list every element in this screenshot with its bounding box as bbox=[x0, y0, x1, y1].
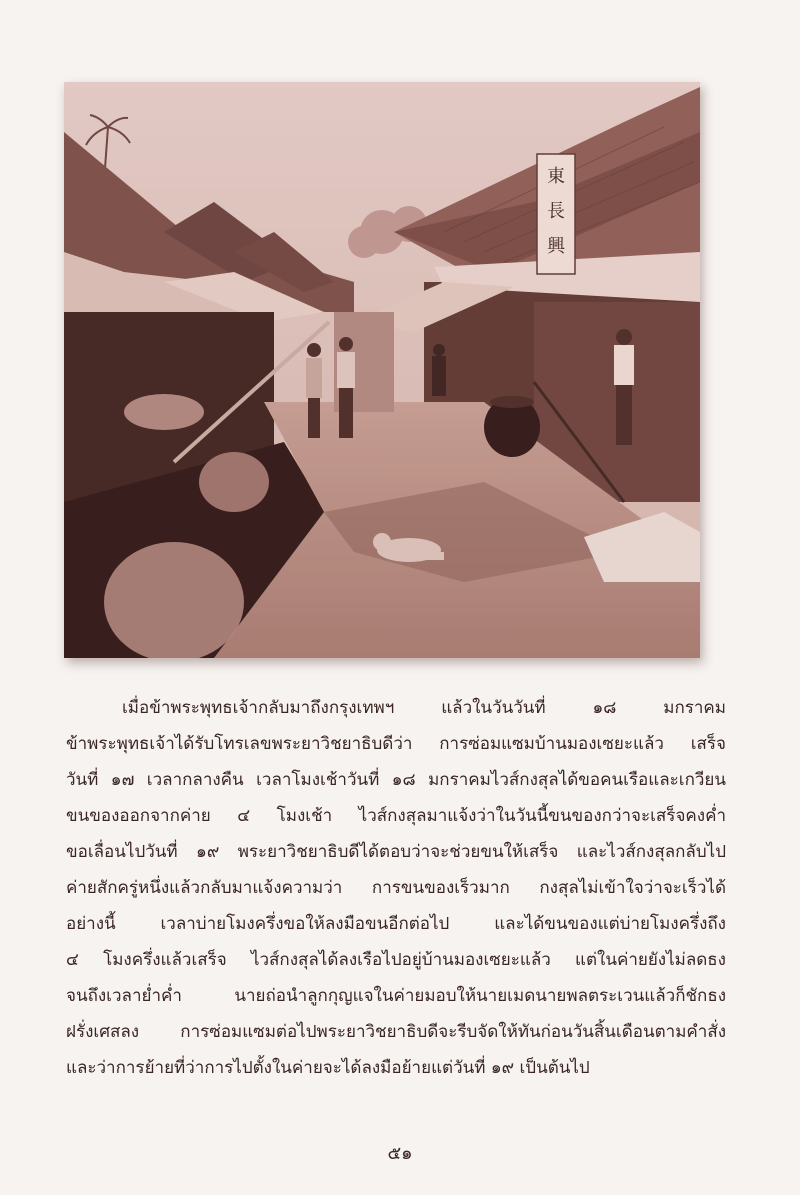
paragraph-line: ขนของออกจากค่าย ๔ โมงเช้า ไวส์กงสุลมาแจ้งว่าในวันนี้ขนของกว่าจะเสร็จคงค่ำ bbox=[66, 806, 726, 826]
paragraph-line: อย่างนี้ เวลาบ่ายโมงครึ่งขอให้ลงมือขนอีกต่อไป และได้ขนของแต่บ่ายโมงครึ่งถึง bbox=[66, 914, 726, 934]
paragraph-line: ฝรั่งเศสลง การซ่อมแซมต่อไปพระยาวิชยาธิบดีจะรีบจัดให้ทันก่อนวันสิ้นเดือนตามคำสั่ง bbox=[66, 1022, 726, 1042]
historic-photo bbox=[64, 82, 700, 658]
paragraph-line: ข้าพระพุทธเจ้าได้รับโทรเลขพระยาวิชยาธิบดีว่า การซ่อมแซมบ้านมองเซยะแล้ว เสร็จ bbox=[66, 734, 726, 754]
paragraph-line: วันที่ ๑๗ เวลากลางคืน เวลาโมงเช้าวันที่ ๑๘ มกราคมไวส์กงสุลได้ขอคนเรือและเกวียน bbox=[66, 770, 726, 790]
sign-char-1: 東 bbox=[547, 166, 565, 187]
sign-char-3: 興 bbox=[547, 236, 565, 257]
paragraph-line: เมื่อข้าพระพุทธเจ้ากลับมาถึงกรุงเทพฯ แล้วในวันวันที่ ๑๘ มกราคม bbox=[122, 698, 726, 718]
paragraph-line: และว่าการย้ายที่ว่าการไปตั้งในค่ายจะได้ลงมือย้ายแต่วันที่ ๑๙ เป็นต้นไป bbox=[66, 1058, 590, 1078]
body-paragraph bbox=[66, 690, 726, 1086]
page-number: ๕๑ bbox=[387, 1143, 413, 1164]
paragraph-line: จนถึงเวลาย่ำค่ำ นายถ่อนำลูกกุญแจในค่ายมอบให้นายเมดนายพลตระเวนแล้วก็ชักธง bbox=[66, 986, 726, 1006]
paragraph-line: ขอเลื่อนไปวันที่ ๑๙ พระยาวิชยาธิบดีได้ตอบว่าจะช่วยขนให้เสร็จ และไวส์กงสุลกลับไป bbox=[66, 842, 726, 862]
paragraph-line: ๔ โมงครึ่งแล้วเสร็จ ไวส์กงสุลได้ลงเรือไปอยู่บ้านมองเซยะแล้ว แต่ในค่ายยังไม่ลดธง bbox=[66, 950, 726, 970]
paragraph-line: ค่ายสักครู่หนึ่งแล้วกลับมาแจ้งความว่า การขนของเร็วมาก กงสุลไม่เข้าใจว่าจะเร็วได้ bbox=[66, 878, 726, 898]
sign-char-2: 長 bbox=[547, 201, 565, 222]
market-street-photo bbox=[64, 82, 700, 658]
